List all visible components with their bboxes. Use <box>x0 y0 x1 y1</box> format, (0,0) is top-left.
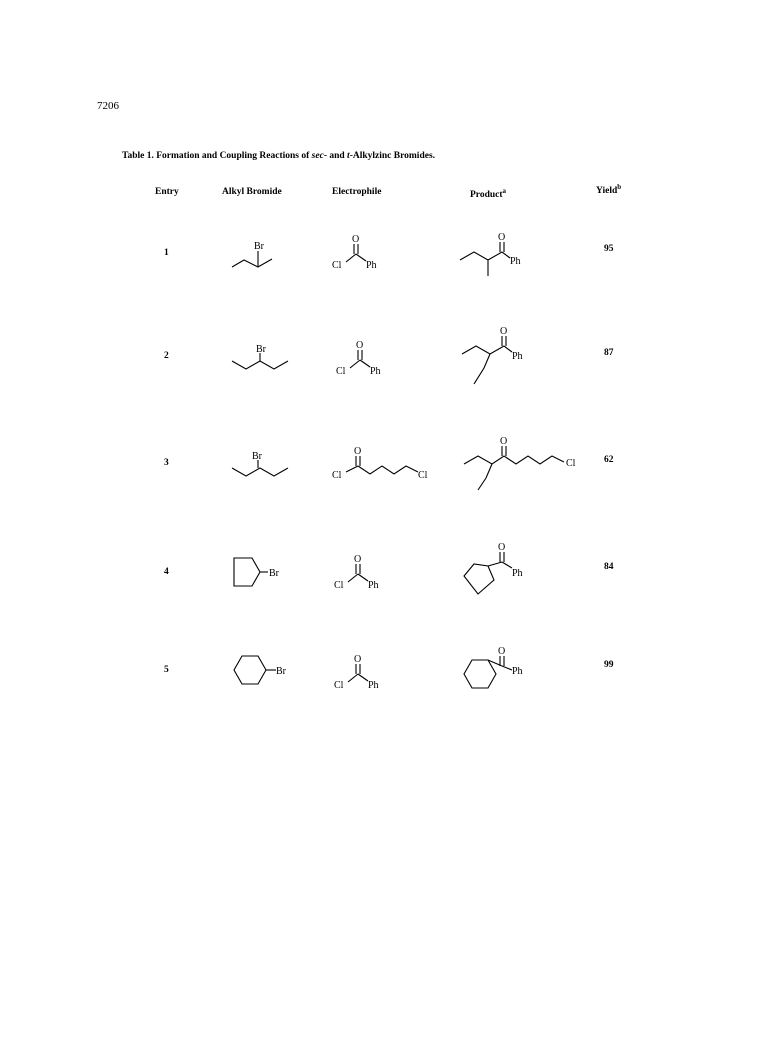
svg-text:O: O <box>500 326 508 337</box>
svg-text:Ph: Ph <box>512 351 523 362</box>
product-structure <box>456 232 528 278</box>
svg-text:O: O <box>498 232 506 243</box>
product-structure <box>462 432 586 496</box>
header-alkyl-bromide: Alkyl Bromide <box>222 187 282 197</box>
yield-value: 62 <box>604 455 614 465</box>
svg-text:O: O <box>498 542 506 553</box>
electrophile-structure <box>330 552 390 590</box>
svg-text:Br: Br <box>254 241 264 252</box>
svg-text:Cl: Cl <box>418 470 428 481</box>
yield-value: 87 <box>604 348 614 358</box>
alkyl-bromide-structure <box>228 556 292 590</box>
svg-text:Cl: Cl <box>332 470 342 481</box>
svg-text:O: O <box>498 646 506 657</box>
entry-number: 5 <box>164 665 169 675</box>
svg-text:Br: Br <box>276 666 286 677</box>
svg-text:Br: Br <box>269 568 279 579</box>
yield-value: 95 <box>604 244 614 254</box>
svg-text:Cl: Cl <box>334 680 344 691</box>
alkyl-bromide-structure <box>230 654 300 688</box>
entry-number: 2 <box>164 351 169 361</box>
svg-text:Ph: Ph <box>370 366 381 377</box>
alkyl-bromide-structure <box>228 450 292 482</box>
electrophile-structure <box>334 338 394 376</box>
header-entry: Entry <box>155 187 179 197</box>
yield-value: 99 <box>604 660 614 670</box>
entry-number: 1 <box>164 248 169 258</box>
svg-text:Ph: Ph <box>368 680 379 691</box>
electrophile-structure <box>330 442 434 482</box>
header-product: Product$^a$ <box>470 187 507 201</box>
svg-text:O: O <box>354 446 362 457</box>
entry-number: 3 <box>164 458 169 468</box>
product-structure <box>458 326 530 388</box>
alkyl-bromide-structure <box>228 343 292 375</box>
header-electrophile: Electrophile <box>332 187 382 197</box>
svg-text:O: O <box>354 554 362 565</box>
svg-text:Ph: Ph <box>366 260 377 271</box>
header-yield: Yield$^b$ <box>596 183 622 197</box>
svg-text:Cl: Cl <box>332 260 342 271</box>
svg-text:O: O <box>354 654 362 665</box>
entry-number: 4 <box>164 567 169 577</box>
product-structure <box>458 648 538 696</box>
svg-text:Cl: Cl <box>336 366 346 377</box>
svg-text:Cl: Cl <box>566 458 576 469</box>
svg-text:Ph: Ph <box>510 256 521 267</box>
svg-text:O: O <box>356 340 364 351</box>
svg-text:Ph: Ph <box>512 568 523 579</box>
svg-text:Cl: Cl <box>334 580 344 591</box>
alkyl-bromide-structure <box>228 238 278 274</box>
product-structure <box>458 540 538 598</box>
svg-text:O: O <box>500 436 508 447</box>
electrophile-structure <box>330 232 390 270</box>
table-caption: Table 1. Formation and Coupling Reactions of sec- and t-Alkylzinc Bromides. <box>122 151 436 161</box>
svg-text:O: O <box>352 234 360 245</box>
yield-value: 84 <box>604 562 614 572</box>
svg-text:Ph: Ph <box>368 580 379 591</box>
svg-text:Ph: Ph <box>512 666 523 677</box>
svg-text:Br: Br <box>256 344 266 355</box>
electrophile-structure <box>330 652 390 690</box>
page-number: 7206 <box>97 100 119 112</box>
svg-text:Br: Br <box>252 451 262 462</box>
